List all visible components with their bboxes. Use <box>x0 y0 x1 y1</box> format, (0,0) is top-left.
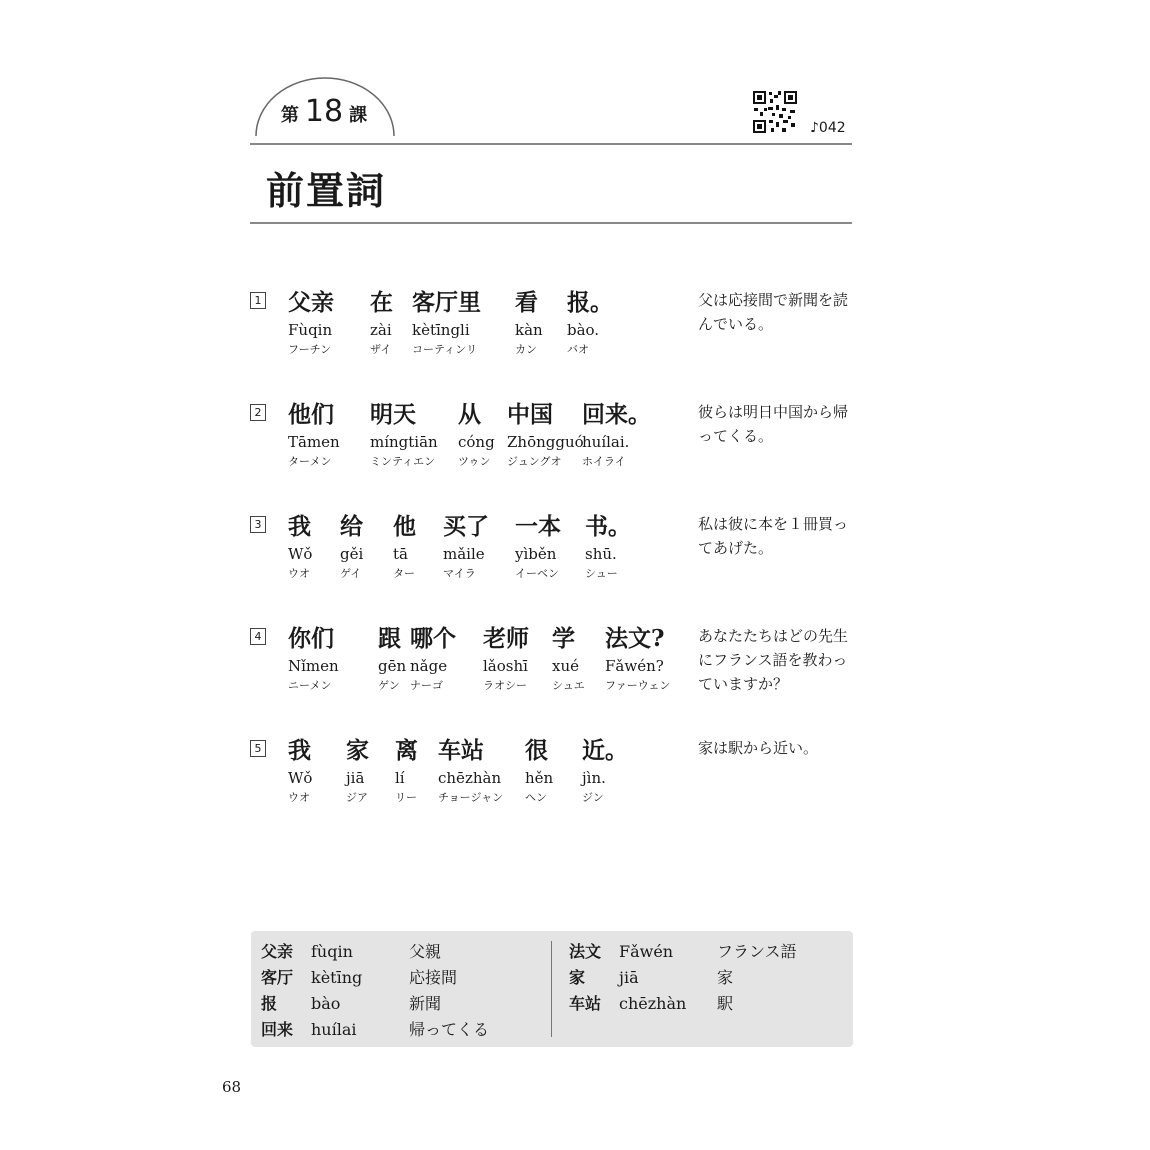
word-kana: シュエ <box>552 679 585 692</box>
word-group <box>346 736 369 805</box>
sentence-1 <box>250 288 860 388</box>
word-pinyin: kètīngli <box>412 321 470 339</box>
word-group <box>393 512 416 581</box>
word-pinyin: Wǒ <box>288 545 313 563</box>
word-pinyin: jìn. <box>582 769 606 787</box>
word-kana: シュー <box>585 567 618 580</box>
vocab-pinyin: huílai <box>311 1020 357 1039</box>
word-kana: ホイライ <box>582 455 626 468</box>
word-hanzi: 家 <box>346 737 369 764</box>
word-kana: チョージャン <box>438 791 504 804</box>
word-pinyin: hěn <box>525 769 554 787</box>
word-pinyin: mǎile <box>443 545 485 563</box>
vocab-meaning: 帰ってくる <box>409 1020 490 1039</box>
word-hanzi: 回来。 <box>582 401 651 428</box>
vocabulary-entry <box>261 1017 541 1043</box>
word-hanzi: 法文? <box>605 625 665 652</box>
word-kana: ジュングオ <box>507 455 562 468</box>
word-kana: イーベン <box>515 567 559 580</box>
lesson-number: 18 <box>304 94 344 129</box>
word-kana: コーティンリ <box>412 343 478 356</box>
word-group <box>288 512 312 581</box>
word-hanzi: 看 <box>515 289 538 316</box>
word-pinyin: tā <box>393 545 408 563</box>
vocab-meaning: フランス語 <box>717 942 797 961</box>
word-pinyin: huílai. <box>582 433 630 451</box>
vocabulary-entry <box>261 991 541 1017</box>
sentence-number: 2 <box>250 404 266 421</box>
word-kana: ジン <box>582 791 604 804</box>
word-group <box>507 400 584 469</box>
vocab-meaning: 父親 <box>409 942 442 961</box>
word-hanzi: 他 <box>393 513 416 540</box>
word-pinyin: Nǐmen <box>288 657 339 675</box>
word-hanzi: 明天 <box>370 401 416 428</box>
word-group <box>515 512 561 581</box>
word-pinyin: bào. <box>567 321 600 339</box>
word-kana: ナーゴ <box>410 679 443 692</box>
lesson-suffix: 課 <box>349 105 368 126</box>
word-kana: ター <box>393 567 415 580</box>
word-pinyin: gēn <box>378 657 407 675</box>
word-kana: ウオ <box>288 567 310 580</box>
sentence-translation: 彼らは明日中国から帰ってくる。 <box>698 403 849 445</box>
word-kana: ターメン <box>288 455 332 468</box>
word-pinyin: lí <box>395 769 405 787</box>
word-group <box>370 400 438 469</box>
vocabulary-entry <box>261 965 541 991</box>
word-hanzi: 在 <box>370 289 393 316</box>
word-group <box>582 400 651 469</box>
word-pinyin: Wǒ <box>288 769 313 787</box>
word-hanzi: 离 <box>395 737 418 764</box>
word-pinyin: gěi <box>340 545 364 563</box>
vocab-meaning: 駅 <box>717 994 734 1013</box>
vocabulary-entry <box>569 965 849 991</box>
page-title: 前置詞 <box>266 169 387 213</box>
word-group <box>288 288 334 357</box>
word-hanzi: 学 <box>552 625 575 652</box>
sentence-translation: あなたたちはどの先生にフランス語を教わっていますか？ <box>698 627 849 693</box>
vocab-meaning: 家 <box>717 968 734 987</box>
header-rule-top <box>250 143 852 145</box>
word-pinyin: jiā <box>346 769 365 787</box>
word-hanzi: 买了 <box>443 513 489 540</box>
word-pinyin: kàn <box>515 321 543 339</box>
vocab-meaning: 新聞 <box>409 994 442 1013</box>
word-kana: ゲン <box>378 679 400 692</box>
word-kana: リー <box>395 791 417 804</box>
sentence-2 <box>250 400 860 500</box>
word-hanzi: 老师 <box>483 625 529 652</box>
word-pinyin: shū. <box>585 545 617 563</box>
word-group <box>395 736 418 805</box>
word-hanzi: 跟 <box>378 625 401 652</box>
vocab-hanzi: 客厅 <box>261 968 294 987</box>
vocab-pinyin: kètīng <box>311 968 363 987</box>
sentence-5 <box>250 736 860 836</box>
sentence-number: 3 <box>250 516 266 533</box>
word-kana: ミンティエン <box>370 455 436 468</box>
word-hanzi: 从 <box>458 401 481 428</box>
sentence-translation: 私は彼に本を１冊買ってあげた。 <box>698 515 849 557</box>
vocab-hanzi: 父亲 <box>261 942 294 961</box>
vocab-hanzi: 法文 <box>569 942 602 961</box>
audio-track-label: ♪042 <box>810 120 846 136</box>
vocab-pinyin: chēzhàn <box>619 994 687 1013</box>
word-hanzi: 书。 <box>585 513 631 540</box>
word-hanzi: 他们 <box>288 401 334 428</box>
vocabulary-entry <box>261 939 541 965</box>
word-pinyin: Tāmen <box>288 433 340 451</box>
word-hanzi: 中国 <box>507 401 553 428</box>
vocab-pinyin: fùqin <box>311 942 353 961</box>
word-group <box>458 400 495 469</box>
page-number: 68 <box>222 1078 242 1096</box>
word-pinyin: zài <box>370 321 392 339</box>
word-hanzi: 很 <box>525 737 548 764</box>
word-group <box>288 624 339 693</box>
word-pinyin: Fǎwén? <box>605 657 664 675</box>
vocab-pinyin: bào <box>311 994 341 1013</box>
word-hanzi: 客厅里 <box>412 289 481 316</box>
word-kana: ウオ <box>288 791 310 804</box>
word-hanzi: 我 <box>288 513 311 540</box>
sentence-4 <box>250 624 860 724</box>
sentence-translation: 父は応接間で新聞を読んでいる。 <box>698 291 849 333</box>
word-hanzi: 报。 <box>567 289 613 316</box>
vocabulary-left-column <box>261 939 541 1043</box>
word-group <box>525 736 553 805</box>
lesson-label <box>268 94 380 138</box>
word-pinyin: nǎge <box>410 657 448 675</box>
word-pinyin: míngtiān <box>370 433 438 451</box>
sentence-translation: 家は駅から近い。 <box>698 739 819 757</box>
word-pinyin: Fùqin <box>288 321 333 339</box>
vocab-pinyin: jiā <box>619 968 639 987</box>
word-group <box>582 736 628 805</box>
word-group <box>483 624 529 693</box>
word-pinyin: lǎoshī <box>483 657 528 675</box>
vocabulary-entry <box>569 939 849 965</box>
vocabulary-right-column <box>569 939 849 1017</box>
word-hanzi: 给 <box>340 513 363 540</box>
sentence-3 <box>250 512 860 612</box>
sentence-number: 1 <box>250 292 266 309</box>
sentence-number: 5 <box>250 740 266 757</box>
word-kana: マイラ <box>443 567 476 580</box>
word-kana: ヘン <box>525 791 547 804</box>
vocabulary-entry <box>569 991 849 1017</box>
word-group <box>443 512 489 581</box>
word-hanzi: 哪个 <box>410 625 456 652</box>
word-group <box>438 736 503 805</box>
word-kana: フーチン <box>288 343 332 356</box>
qr-code-icon[interactable] <box>752 90 798 134</box>
vocabulary-divider <box>551 941 552 1037</box>
word-pinyin: Zhōngguó <box>507 433 584 451</box>
word-hanzi: 近。 <box>582 737 628 764</box>
word-kana: カン <box>515 343 537 356</box>
word-group <box>605 624 670 693</box>
word-group <box>370 288 393 357</box>
word-kana: ラオシー <box>483 679 527 692</box>
vocabulary-box <box>251 931 853 1047</box>
word-hanzi: 车站 <box>438 737 484 764</box>
word-group <box>288 736 312 805</box>
word-kana: ニーメン <box>288 679 332 692</box>
word-kana: ファーウェン <box>605 679 671 692</box>
word-pinyin: xué <box>552 657 579 675</box>
word-kana: ツゥン <box>458 455 491 468</box>
vocab-meaning: 応接間 <box>409 968 458 987</box>
word-group <box>378 624 406 693</box>
vocab-hanzi: 回来 <box>261 1020 294 1039</box>
word-hanzi: 我 <box>288 737 311 764</box>
sentence-number: 4 <box>250 628 266 645</box>
word-kana: ジア <box>346 791 368 804</box>
word-kana: ザイ <box>370 343 392 356</box>
word-hanzi: 一本 <box>515 513 561 540</box>
word-group <box>552 624 585 693</box>
word-pinyin: chēzhàn <box>438 769 502 787</box>
vocab-pinyin: Fǎwén <box>619 942 674 961</box>
word-hanzi: 你们 <box>288 625 334 652</box>
vocab-hanzi: 家 <box>569 968 586 987</box>
lesson-prefix: 第 <box>280 105 299 126</box>
word-group <box>515 288 543 357</box>
word-pinyin: cóng <box>458 433 495 451</box>
word-group <box>340 512 363 581</box>
word-pinyin: yìběn <box>515 545 557 563</box>
word-group <box>412 288 481 357</box>
word-group <box>288 400 340 469</box>
word-hanzi: 父亲 <box>288 289 334 316</box>
word-group <box>567 288 613 357</box>
header-rule-bottom <box>250 222 852 224</box>
word-kana: バオ <box>567 343 589 356</box>
vocab-hanzi: 报 <box>261 994 278 1013</box>
word-group <box>585 512 631 581</box>
word-kana: ゲイ <box>340 567 362 580</box>
word-group <box>410 624 456 693</box>
vocab-hanzi: 车站 <box>569 994 602 1013</box>
